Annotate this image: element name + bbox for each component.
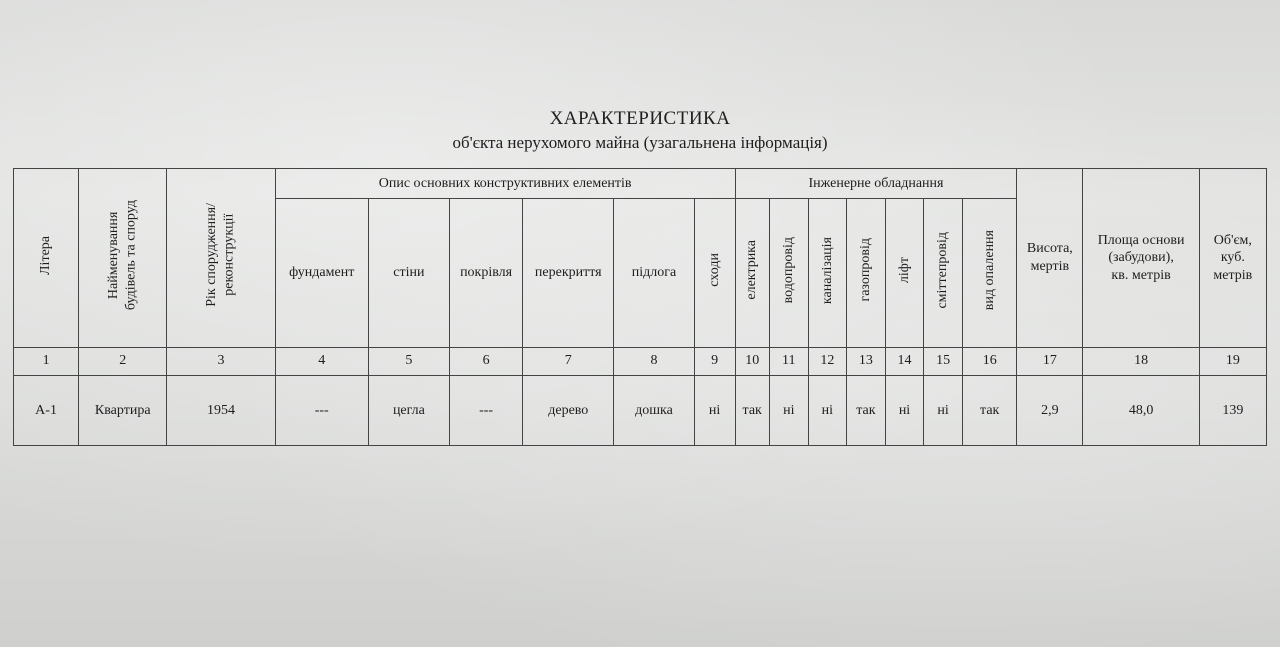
header-litera: Літера (14, 169, 79, 348)
column-numbers-row (14, 347, 1267, 375)
cell-name: Квартира (79, 375, 167, 445)
column-number: 6 (450, 347, 523, 375)
column-number: 2 (79, 347, 167, 375)
cell-sewer: ні (808, 375, 846, 445)
cell-volume: 139 (1199, 375, 1266, 445)
document-subtitle: об'єкта нерухомого майна (узагальнена інформація) (452, 133, 828, 152)
header-sewer: каналізація (808, 199, 846, 348)
column-number: 17 (1017, 347, 1083, 375)
header-walls: стіни (368, 199, 449, 348)
table-row (14, 375, 1267, 445)
column-number: 12 (808, 347, 846, 375)
header-foundation: фундамент (275, 199, 368, 348)
cell-litera: А-1 (14, 375, 79, 445)
cell-stairs: ні (694, 375, 735, 445)
header-heating: вид опалення (963, 199, 1017, 348)
cell-lift: ні (885, 375, 923, 445)
column-number: 4 (275, 347, 368, 375)
header-year: Рік спорудження/ реконструкції (167, 169, 275, 348)
column-number: 1 (14, 347, 79, 375)
cell-garbage: ні (924, 375, 963, 445)
header-electric: електрика (735, 199, 769, 348)
header-garbage: сміттепровід (924, 199, 963, 348)
cell-floors-slab: дерево (523, 375, 614, 445)
header-lift: ліфт (885, 199, 923, 348)
header-gas: газопровід (846, 199, 885, 348)
column-number: 14 (885, 347, 923, 375)
cell-gas: так (846, 375, 885, 445)
header-height: Висота, мертів (1017, 169, 1083, 348)
cell-foundation: --- (275, 375, 368, 445)
characteristics-table (13, 168, 1267, 446)
header-group-engineering: Інженерне обладнання (735, 169, 1017, 199)
cell-roof: --- (450, 375, 523, 445)
column-number: 3 (167, 347, 275, 375)
header-stairs: сходи (694, 199, 735, 348)
header-volume: Об'єм, куб. метрів (1199, 169, 1266, 348)
cell-heating: так (963, 375, 1017, 445)
column-number: 7 (523, 347, 614, 375)
column-number: 10 (735, 347, 769, 375)
header-floors-slab: перекриття (523, 199, 614, 348)
column-number: 9 (694, 347, 735, 375)
header-roof: покрівля (450, 199, 523, 348)
column-number: 19 (1199, 347, 1266, 375)
column-number: 11 (769, 347, 808, 375)
cell-electric: так (735, 375, 769, 445)
header-water: водопровід (769, 199, 808, 348)
column-number: 18 (1083, 347, 1199, 375)
column-number: 16 (963, 347, 1017, 375)
column-number: 15 (924, 347, 963, 375)
cell-floor: дошка (614, 375, 694, 445)
cell-water: ні (769, 375, 808, 445)
header-floor: підлога (614, 199, 694, 348)
cell-walls: цегла (368, 375, 449, 445)
document-title: ХАРАКТЕРИСТИКА (549, 108, 731, 129)
column-number: 5 (368, 347, 449, 375)
column-number: 8 (614, 347, 694, 375)
cell-area: 48,0 (1083, 375, 1199, 445)
header-name: Найменування будівель та споруд (79, 169, 167, 348)
header-group-construction: Опис основних конструктивних елементів (275, 169, 735, 199)
column-number: 13 (846, 347, 885, 375)
header-area: Площа основи (забудови), кв. метрів (1083, 169, 1199, 348)
cell-year: 1954 (167, 375, 275, 445)
cell-height: 2,9 (1017, 375, 1083, 445)
